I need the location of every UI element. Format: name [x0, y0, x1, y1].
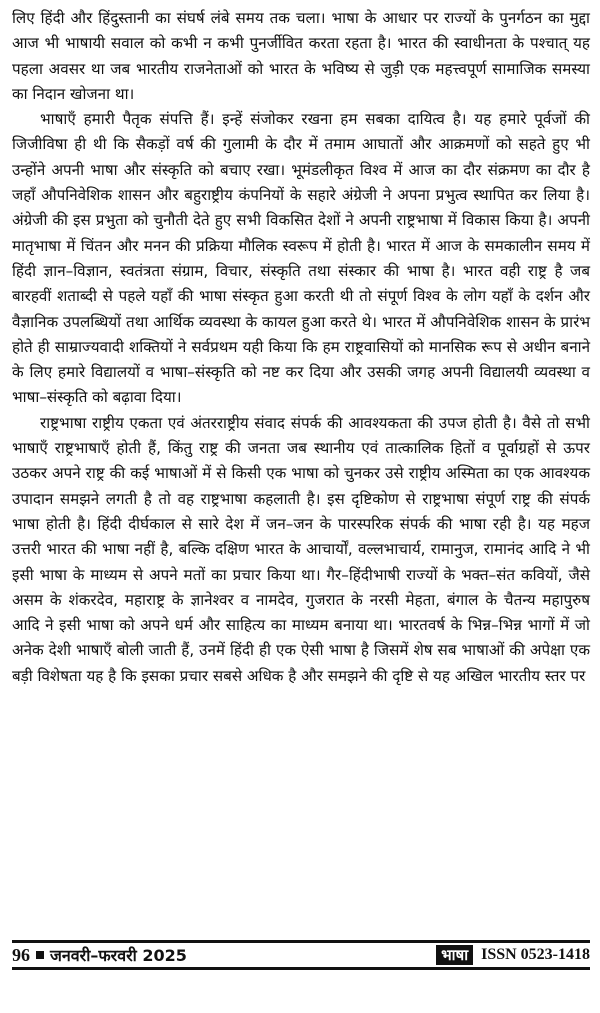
- footer-left: [12, 944, 187, 966]
- square-bullet-icon: [36, 951, 44, 959]
- paragraph-2: भाषाएँ हमारी पैतृक संपत्ति हैं। इन्हें संजोकर रखना हम सबका दायित्व है। यह हमारे पूर्वजों की जिजीविषा ही थी कि सैकड़ों वर्ष की गुलामी के दौर में तमाम आघातों और आक्रमणों को सहते हुए भी उन्होंने अपनी भाषा और संस्कृति को बचाए रखा। भूमंडलीकृत विश्व में आज का दौर संक्रमण का दौर है जहाँ औपनिवेशिक शासन और बहुराष्ट्रीय कंपनियों के सहारे अंग्रेजी ने अपना प्रभुत्व स्थापित कर लिया है। अंग्रेजी की इस प्रभुता को चुनौती देते हुए सभी विकसित देशों ने अपनी राष्ट्रभाषा में विकास किया है। अपनी मातृभाषा में चिंतन और मनन की प्रक्रिया मौलिक स्वरूप में होती है। भारत में आज के समकालीन समय में हिंदी ज्ञान–विज्ञान, स्वतंत्रता संग्राम, विचार, संस्कृति तथा संस्कार की भाषा है। भारत वही राष्ट्र है जब बारहवीं शताब्दी से पहले यहाँ की भाषा संस्कृत हुआ करती थी तो संपूर्ण विश्व के लोग यहाँ के दर्शन और वैज्ञानिक उपलब्धियों तथा आर्थिक व्यवस्था के कायल हुआ करते थे। भारत में औपनिवेशिक शासन के प्रारंभ होते ही साम्राज्यवादी शक्तियों ने सर्वप्रथम यही किया कि हम राष्ट्रवासियों को मानसिक रूप से अधीन बनाने के लिए हमारे विद्यालयों व भाषा–संस्कृति को नष्ट कर दिया और उसकी जगह अपनी विद्यालयी व्यवस्था व भाषा–संस्कृति को बढ़ावा दिया।: [12, 110, 590, 407]
- magazine-logo: भाषा: [436, 945, 473, 965]
- paragraph-3: राष्ट्रभाषा राष्ट्रीय एकता एवं अंतरराष्ट्रीय संवाद संपर्क की आवश्यकता की उपज होती है। वैसे तो सभी भाषाएँ राष्ट्रभाषाएँ होती हैं, किंतु राष्ट्र की जनता जब स्थानीय एवं तात्कालिक हितों व पूर्वाग्रहों से ऊपर उठकर अपने राष्ट्र की कई भाषाओं में से किसी एक भाषा को चुनकर उसे राष्ट्रीय अस्मिता का एक आवश्यक उपादान समझने लगती है तो वह राष्ट्रभाषा कहलाती है। इस दृष्टिकोण से राष्ट्रभाषा संपूर्ण राष्ट्र की संपर्क भाषा होती है। हिंदी दीर्घकाल से सारे देश में जन–जन के पारस्परिक संपर्क की भाषा रही है। यह महज उत्तरी भारत की भाषा नहीं है, बल्कि दक्षिण भारत के आचार्यों, वल्लभाचार्य, रामानुज, रामानंद आदि ने भी इसी भाषा के माध्यम से अपने मतों का प्रचार किया था। गैर–हिंदीभाषी राज्यों के भक्त–संत कवियों, जैसे असम के शंकरदेव, महाराष्ट्र के ज्ञानेश्वर व नामदेव, गुजरात के नरसी मेहता, बंगाल के चैतन्य महापुरुष आदि ने इसी भाषा को अपने धर्म और साहित्य का माध्यम बनाया था। भारतवर्ष के भिन्न–भिन्न भागों में जो अनेक देशी भाषाएँ बोली जाती हैं, उनमें हिंदी ही एक ऐसी भाषा है जिसमें शेष सब भाषाओं की अपेक्षा एक बड़ी विशेषता यह है कि इसका प्रचार सबसे अधिक है और समझने की दृष्टि से यह अखिल भारतीय स्तर पर: [12, 413, 590, 685]
- paragraph-1: लिए हिंदी और हिंदुस्तानी का संघर्ष लंबे समय तक चला। भाषा के आधार पर राज्यों के पुनर्गठन का मुद्दा आज भी भाषायी सवाल को कभी न कभी पुनर्जीवित करता रहता है। भारत की स्वाधीनता के पश्चात् यह पहला अवसर था जब भारतीय राजनेताओं को भारत के भविष्य से जुड़ी एक महत्त्वपूर्ण सामाजिक समस्या का निदान खोजना था।: [12, 9, 590, 103]
- issn-number: ISSN 0523-1418: [481, 946, 590, 963]
- footer-right: [436, 945, 590, 965]
- page-footer: [12, 940, 590, 970]
- issue-date: जनवरी–फरवरी 2025: [50, 946, 187, 965]
- page-number: 96: [12, 944, 30, 965]
- article-body: [12, 6, 590, 689]
